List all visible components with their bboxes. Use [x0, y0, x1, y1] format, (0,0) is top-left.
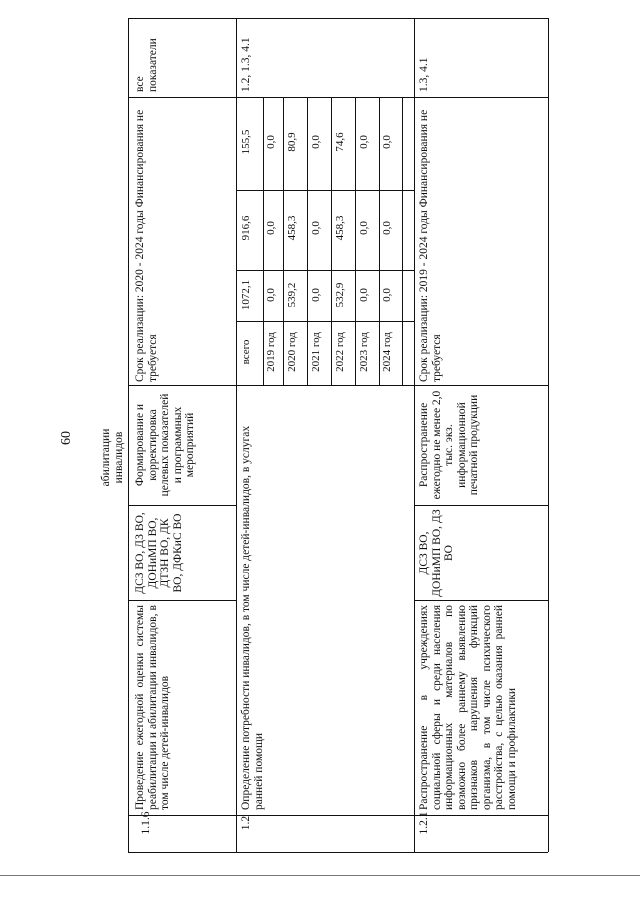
funding-cell-v2: 0,0 [310, 221, 322, 235]
row-12-indicators [240, 20, 253, 92]
row-name: Распространение в учреждениях социальной сферы и среди населения информационных материалов по возможно более раннему выявлению признаков нарушения функций организма, в том числе психического расстройства, с целью оказания ранней помощи и профилактики [418, 605, 518, 810]
funding-cell-v1: 0,0 [358, 288, 370, 302]
funding-cell-v1: 0,0 [265, 288, 277, 302]
row-121-executors [418, 508, 456, 598]
funding-cell-label: всего [240, 339, 252, 365]
funding-note: Срок реализации: 2019 - 2024 годы Финансирования не требуется [418, 109, 443, 382]
funding-cell-label: 2020 год [286, 332, 298, 372]
row-116-name [134, 605, 172, 810]
funding-cell-v1: 539,2 [286, 282, 298, 308]
row-121-result [418, 390, 481, 500]
row-name: Определение потребности инвалидов, в том числе детей-инвалидов, в услугах ранней помощи [240, 425, 265, 810]
funding-cell-label: 2022 год [334, 332, 346, 372]
funding-cell-v2: 916,6 [240, 215, 252, 241]
funding-cell-v2: 458,3 [334, 215, 346, 241]
row-id: 1.2 [240, 815, 252, 831]
result-text: абилитации инвалидов [100, 428, 125, 487]
funding-cell-v1: 0,0 [310, 288, 322, 302]
executors-text: ДСЗ ВО, ДОНиМП ВО, ДЗ ВО [418, 509, 455, 597]
page-footer-rule [0, 875, 640, 876]
indicators-text: 1.3, 4.1 [418, 57, 430, 92]
funding-cell-v3: 0,0 [265, 135, 277, 149]
funding-cell-v3: 0,0 [310, 135, 322, 149]
funding-cell-label: 2023 год [358, 332, 370, 372]
row-12-name [240, 390, 265, 810]
row-115-result [100, 410, 125, 505]
row-id: 1.2.1 [418, 811, 430, 835]
row-name: Проведение ежегодной оценки системы реабилитации и абилитации инвалидов, в том числе детей-инвалидов [134, 605, 171, 810]
funding-cell-v1: 0,0 [381, 288, 393, 302]
result-text: Формирование и корректировка целевых показателей и программных мероприятий [134, 393, 196, 497]
funding-cell-v3: 74,6 [334, 132, 346, 152]
row-116-indicators [134, 20, 159, 92]
funding-note: Срок реализации: 2020 - 2024 годы Финансирования не требуется [134, 109, 159, 382]
funding-cell-v2: 458,3 [286, 215, 298, 241]
funding-cell-label: 2024 год [381, 332, 393, 372]
result-text: Распространение ежегодно не менее 2,0 тыс. экз. информационной печатной продукции [418, 390, 480, 500]
funding-cell-v1: 532,9 [334, 282, 346, 308]
row-116-funding [134, 102, 159, 382]
funding-cell-label: 2021 год [310, 332, 322, 372]
funding-cell-v2: 0,0 [381, 221, 393, 235]
row-116-executors [134, 508, 184, 598]
row-12-id [240, 808, 253, 838]
funding-cell-v2: 0,0 [265, 221, 277, 235]
funding-cell-v1: 1072,1 [240, 279, 252, 311]
indicators-text: 1.2, 1.3, 4.1 [240, 37, 252, 92]
funding-cell-v2: 0,0 [358, 221, 370, 235]
row-116-id [140, 808, 153, 838]
row-121-name [418, 605, 518, 810]
page-number: 60 [59, 431, 74, 445]
funding-cell-v3: 155,5 [240, 129, 252, 155]
funding-cell-label: 2019 год [265, 332, 277, 372]
executors-text: ДСЗ ВО, ДЗ ВО, ДОНиМП ВО, ДТЗН ВО, ДК ВО, ДФКиС ВО [134, 512, 184, 594]
row-121-indicators [418, 20, 431, 92]
row-121-funding [418, 102, 443, 382]
funding-cell-v3: 0,0 [358, 135, 370, 149]
funding-cell-v3: 0,0 [381, 135, 393, 149]
row-116-result [134, 390, 197, 500]
indicators-text: все показатели [134, 38, 159, 92]
funding-cell-v3: 80,9 [286, 132, 298, 152]
row-121-id [418, 808, 431, 838]
row-id: 1.1.6 [140, 811, 152, 835]
